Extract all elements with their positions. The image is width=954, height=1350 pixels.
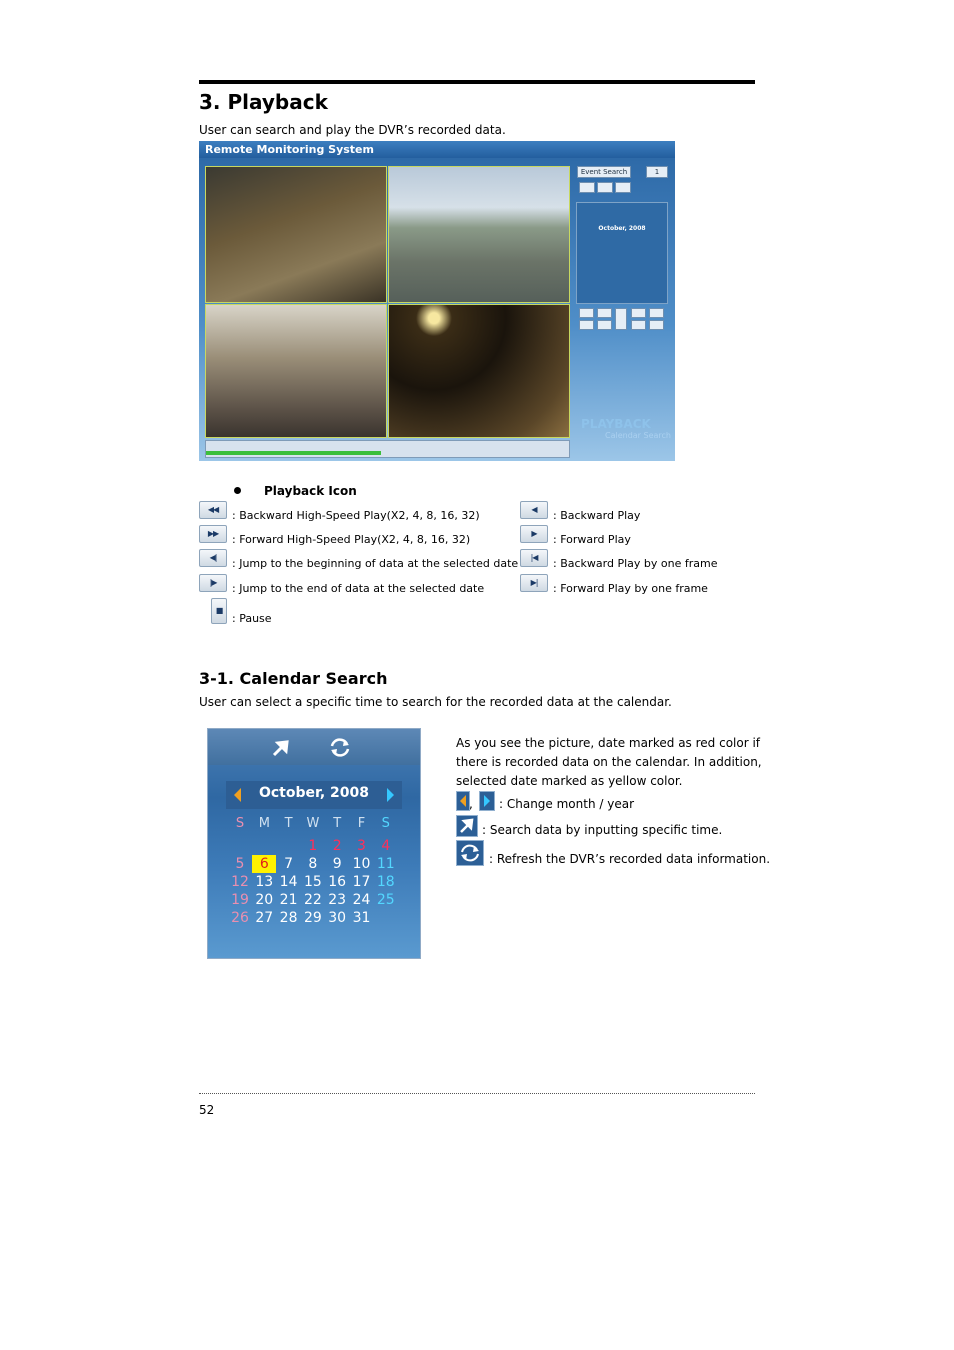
search-data-label: : Search data by inputting specific time. [482, 823, 723, 837]
jump-end-label: : Jump to the end of data at the selected date [232, 582, 485, 595]
calendar-day[interactable]: 31 [352, 910, 371, 926]
mini-forward-icon [631, 308, 646, 318]
calendar-search-label: Calendar Search [605, 431, 671, 440]
channel-select: 1 [646, 166, 668, 178]
bullet-icon [234, 487, 241, 494]
mini-rewind-icon [579, 308, 594, 318]
timeline-progress [206, 451, 381, 455]
calendar-day[interactable]: 5 [235, 856, 245, 872]
calendar-day[interactable]: 23 [328, 892, 347, 908]
weekday-header: T [284, 816, 293, 831]
calendar-day[interactable]: 7 [284, 856, 294, 872]
calendar-day[interactable]: 1 [308, 838, 318, 854]
calendar-day[interactable]: 4 [381, 838, 391, 854]
calendar-day[interactable]: 11 [376, 856, 395, 872]
calendar-day[interactable]: 24 [352, 892, 371, 908]
timeline-bar [205, 440, 570, 458]
mini-frame-back-icon [597, 320, 612, 330]
mini-jump-end-icon [649, 320, 664, 330]
calendar-day[interactable]: 22 [303, 892, 322, 908]
mini-fast-forward-icon [649, 308, 664, 318]
intro-text: User can search and play the DVR’s recorded data. [199, 123, 506, 137]
mini-backward-icon [597, 308, 612, 318]
page-heading: 3. Playback [199, 90, 328, 114]
refresh-label: : Refresh the DVR’s recorded data information. [489, 852, 771, 866]
camera-view-1 [205, 166, 387, 303]
prev-month-legend-icon [456, 791, 470, 811]
fullscreen-icon [615, 182, 631, 193]
calendar-day[interactable]: 29 [303, 910, 322, 926]
calendar-day[interactable]: 13 [255, 874, 274, 890]
refresh-icon [328, 736, 352, 758]
page-number: 52 [199, 1103, 215, 1117]
pause-label: : Pause [232, 612, 272, 625]
jump-start-icon: ◀| [199, 549, 227, 567]
calendar-day[interactable]: 18 [376, 874, 395, 890]
forward-high-speed-label: : Forward High-Speed Play(X2, 4, 8, 16, 32) [232, 533, 471, 546]
mini-jump-start-icon [579, 320, 594, 330]
layout-4-icon [597, 182, 613, 193]
weekday-header: F [357, 816, 366, 831]
forward-high-speed-icon: ▶▶ [199, 525, 227, 543]
next-month-icon[interactable] [386, 787, 396, 803]
backward-play-icon: ◀ [520, 501, 548, 519]
prev-month-icon[interactable] [232, 787, 242, 803]
backward-high-speed-icon: ◀◀ [199, 501, 227, 519]
calendar-month-label: October, 2008 [258, 785, 370, 801]
top-rule [199, 80, 755, 84]
calendar-day[interactable]: 3 [357, 838, 366, 854]
calendar-day[interactable]: 12 [231, 874, 249, 890]
next-month-legend-icon [479, 791, 495, 811]
calendar-day[interactable]: 10 [352, 856, 371, 872]
pause-icon: ■ [211, 598, 227, 624]
calendar-month-bar [226, 781, 402, 809]
frame-forward-icon: ▶| [520, 574, 548, 592]
icons-heading: Playback Icon [264, 484, 357, 498]
playback-label: PLAYBACK [581, 417, 651, 431]
weekday-header: M [258, 816, 270, 831]
weekday-header: S [381, 816, 390, 831]
mini-frame-forward-icon [631, 320, 646, 330]
calendar-day[interactable]: 15 [303, 874, 322, 890]
search-arrow-icon [270, 737, 292, 759]
weekday-header: S [235, 816, 245, 831]
app-body [199, 158, 675, 461]
playback-screenshot [199, 141, 675, 461]
camera-view-3 [205, 304, 387, 438]
calendar-day[interactable]: 21 [279, 892, 298, 908]
calendar-day[interactable]: 30 [328, 910, 347, 926]
jump-start-label: : Jump to the beginning of data at the selected date [232, 557, 519, 570]
change-month-label: : Change month / year [499, 797, 635, 811]
backward-play-label: : Backward Play [553, 509, 641, 522]
calendar-day[interactable]: 14 [279, 874, 298, 890]
calendar-day[interactable]: 9 [332, 856, 342, 872]
layout-1-icon [579, 182, 595, 193]
mini-calendar [576, 202, 668, 304]
calendar-day[interactable]: 25 [376, 892, 395, 908]
calendar-day[interactable]: 6 [252, 855, 276, 873]
camera-view-2 [388, 166, 570, 303]
calendar-toolbar [208, 729, 420, 765]
calendar-day[interactable]: 19 [231, 892, 249, 908]
calendar-day[interactable]: 26 [231, 910, 249, 926]
weekday-header: T [333, 816, 342, 831]
mini-calendar-month: October, 2008 [598, 225, 646, 232]
calendar-day[interactable]: 27 [255, 910, 274, 926]
backward-high-speed-label: : Backward High-Speed Play(X2, 4, 8, 16, 32) [232, 509, 480, 522]
calendar-day[interactable]: 16 [328, 874, 347, 890]
camera-view-4 [388, 304, 570, 438]
mini-pause-icon [615, 308, 627, 330]
weekday-header: W [306, 816, 320, 831]
calendar-day[interactable]: 8 [308, 856, 318, 872]
forward-play-icon: ▶ [520, 525, 548, 543]
section-heading: 3-1. Calendar Search [199, 669, 388, 688]
forward-play-label: : Forward Play [553, 533, 631, 546]
frame-forward-label: : Forward Play by one frame [553, 582, 708, 595]
calendar-description: As you see the picture, date marked as red color if there is recorded data on the calendar. In addition, selected date marked as yellow color. [456, 736, 762, 788]
search-legend-icon [456, 815, 478, 837]
footer-rule [199, 1093, 755, 1094]
calendar-day[interactable]: 17 [352, 874, 371, 890]
calendar-widget [207, 728, 421, 959]
calendar-day[interactable]: 20 [255, 892, 274, 908]
calendar-day[interactable]: 28 [279, 910, 298, 926]
section-intro: User can select a specific time to search for the recorded data at the calendar. [199, 695, 672, 709]
frame-back-icon: |◀ [520, 549, 548, 567]
legend-comma: , [469, 797, 473, 811]
app-title-bar: Remote Monitoring System [199, 141, 675, 158]
refresh-legend-icon [456, 840, 484, 866]
frame-back-label: : Backward Play by one frame [553, 557, 718, 570]
event-search-button: Event Search [577, 166, 631, 178]
calendar-day[interactable]: 2 [332, 838, 342, 854]
jump-end-icon: |▶ [199, 574, 227, 592]
